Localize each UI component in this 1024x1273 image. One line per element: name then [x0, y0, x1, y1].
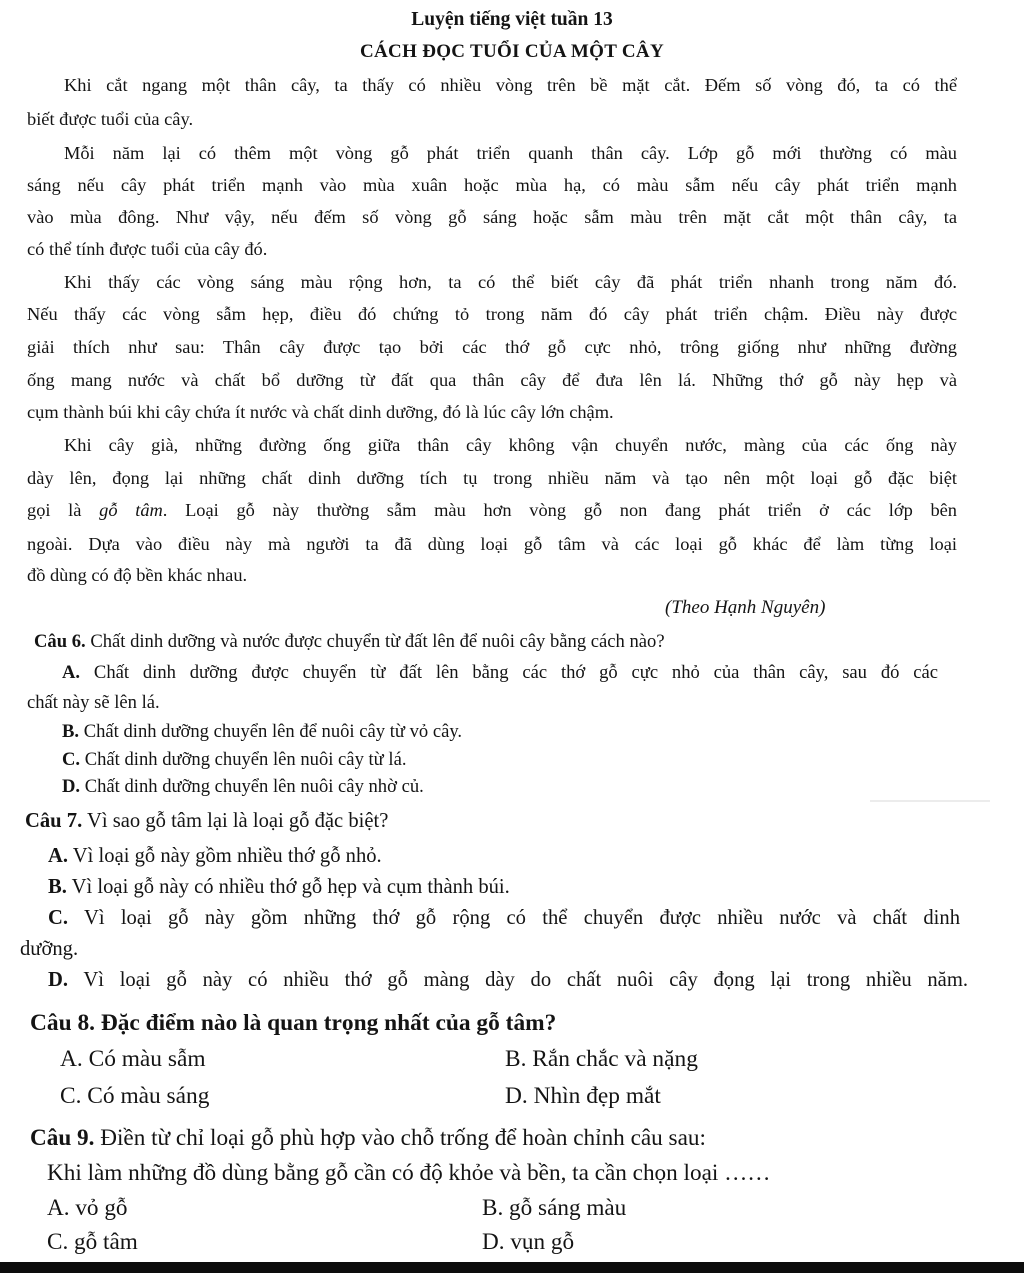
passage-line: ngoài. Dựa vào điều này mà người ta đã dùng loại gỗ tâm và các loại gỗ khác để làm từng loại — [27, 534, 957, 554]
q7-option-c: C. Vì loại gỗ này gồm những thớ gỗ rộng có thể chuyển được nhiều nước và chất dinh — [48, 907, 960, 929]
q7-option-a: A. Vì loại gỗ này gồm nhiều thớ gỗ nhỏ. — [48, 845, 382, 867]
q7-option-d: D. Vì loại gỗ này có nhiều thớ gỗ màng dày do chất nuôi cây đọng lại trong nhiều năm. — [48, 969, 968, 991]
q7-option-b: B. Vì loại gỗ này có nhiều thớ gỗ hẹp và cụm thành búi. — [48, 876, 510, 898]
q8-option-b: B. Rắn chắc và nặng — [505, 1046, 698, 1072]
passage-line: giải thích như sau: Thân cây được tạo bởi các thớ gỗ cực nhỏ, trông giống như những đường — [27, 337, 957, 357]
passage-line: Khi thấy các vòng sáng màu rộng hơn, ta có thể biết cây đã phát triển nhanh trong năm đó. — [64, 272, 957, 292]
q6-option-d: D. Chất dinh dưỡng chuyển lên nuôi cây nhờ củ. — [62, 776, 424, 797]
reading-title: CÁCH ĐỌC TUỔI CỦA MỘT CÂY — [360, 41, 664, 62]
passage-line: ống mang nước và chất bổ dưỡng từ đất qua thân cây để đưa lên lá. Những thớ gỗ này hẹp và — [27, 370, 957, 390]
passage-line: Khi cây già, những đường ống giữa thân cây không vận chuyển nước, màng của các ống này — [64, 435, 957, 455]
source-attribution: (Theo Hạnh Nguyên) — [665, 597, 826, 618]
passage-line: Nếu thấy các vòng sẫm hẹp, điều đó chứng tỏ trong năm đó cây phát triển chậm. Điều này được — [27, 304, 957, 324]
q8-option-d: D. Nhìn đẹp mắt — [505, 1083, 661, 1109]
passage-line: vào mùa đông. Như vậy, nếu đếm số vòng gỗ sáng hoặc sẫm màu trên mặt cắt một thân cây, ta — [27, 207, 957, 227]
passage-text: gọi là — [27, 500, 100, 520]
q6-option-a-cont: chất này sẽ lên lá. — [27, 692, 160, 713]
passage-line: sáng nếu cây phát triển mạnh vào mùa xuân hoặc mùa hạ, có màu sẫm nếu cây phát triển mạnh — [27, 175, 957, 195]
q9-option-a: A. vỏ gỗ — [47, 1195, 128, 1221]
passage-line: Mỗi năm lại có thêm một vòng gỗ phát triển quanh thân cây. Lớp gỗ mới thường có màu — [64, 143, 957, 163]
passage-line: dày lên, đọng lại những chất dinh dưỡng tích tụ trong nhiều năm và tạo nên một loại gỗ đặc biệt — [27, 468, 957, 488]
q7-option-c-cont: dưỡng. — [20, 938, 79, 960]
passage-line: biết được tuổi của cây. — [27, 109, 194, 129]
passage-line — [27, 501, 957, 519]
question-7-label: Câu 7. Vì sao gỗ tâm lại là loại gỗ đặc biệt? — [25, 810, 389, 832]
week-title: Luyện tiếng việt tuần 13 — [411, 9, 613, 30]
passage-line: đồ dùng có độ bền khác nhau. — [27, 565, 248, 585]
q8-option-c: C. Có màu sáng — [60, 1083, 210, 1109]
passage-line: cụm thành búi khi cây chứa ít nước và chất dinh dưỡng, đó là lúc cây lớn chậm. — [27, 402, 614, 422]
question-9-text: Câu 9. Điền từ chỉ loại gỗ phù hợp vào chỗ trống để hoàn chỉnh câu sau: — [30, 1125, 706, 1151]
q9-option-b: B. gỗ sáng màu — [482, 1195, 627, 1221]
passage-line: Khi cắt ngang một thân cây, ta thấy có nhiều vòng trên bề mặt cắt. Đếm số vòng đó, ta có thể — [64, 75, 957, 95]
term-go-tam: gỗ tâm — [99, 500, 163, 520]
q8-option-a: A. Có màu sẫm — [60, 1046, 206, 1072]
q6-option-a: A. Chất dinh dưỡng được chuyển từ đất lên bằng các thớ gỗ cực nhỏ của thân cây, sau đó các — [62, 662, 938, 683]
question-6-text: Câu 6. Chất dinh dưỡng và nước được chuyển từ đất lên để nuôi cây bằng cách nào? — [34, 631, 665, 652]
q9-option-d: D. vụn gỗ — [482, 1229, 575, 1255]
q9-option-c: C. gỗ tâm — [47, 1229, 138, 1255]
question-8-text: Câu 8. Đặc điểm nào là quan trọng nhất của gỗ tâm? — [30, 1010, 557, 1036]
divider — [870, 800, 990, 802]
passage-line: có thể tính được tuổi của cây đó. — [27, 239, 268, 259]
bottom-border — [0, 1262, 1024, 1273]
q9-sentence: Khi làm những đồ dùng bằng gỗ cần có độ khỏe và bền, ta cần chọn loại …… — [47, 1160, 771, 1186]
q6-option-b: B. Chất dinh dưỡng chuyển lên để nuôi cây từ vỏ cây. — [62, 721, 463, 742]
question-7-text — [25, 811, 388, 832]
passage-text: . Loại gỗ này thường sẫm màu hơn vòng gỗ non đang phát triển ở các lớp bên — [162, 500, 957, 520]
q6-option-c: C. Chất dinh dưỡng chuyển lên nuôi cây từ lá. — [62, 749, 407, 770]
